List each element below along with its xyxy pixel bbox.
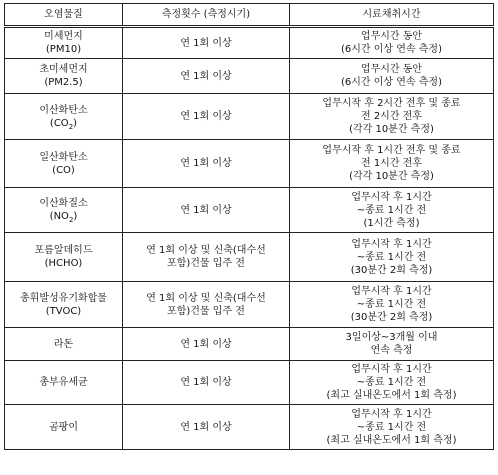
formula-subscript: 2	[68, 216, 74, 224]
cell-frequency	[123, 361, 290, 405]
frequency-line: 연 1회 이상	[180, 37, 232, 49]
sampling-line: (6시간 이상 연속 측정)	[341, 44, 442, 55]
formula-part: (PM10)	[45, 44, 82, 55]
sampling-line: 업무시작 후 1시간	[351, 238, 432, 250]
table-row	[5, 188, 494, 233]
table-row	[5, 94, 494, 140]
cell-pollutant	[5, 361, 123, 405]
pollutant-formula	[7, 76, 120, 89]
sampling-line: (각각 10분간 측정)	[349, 171, 434, 182]
pollutant-name: 일산화탄소	[39, 151, 88, 163]
frequency-line: 연 1회 이상	[180, 421, 232, 433]
sampling-line: 업무시작 후 1시간	[351, 191, 432, 203]
table-body	[5, 27, 494, 450]
sampling-line: ~종료 1시간 전	[356, 251, 427, 263]
formula-part: (PM2.5)	[44, 77, 83, 88]
sampling-line: (30분간 2회 측정)	[350, 264, 433, 276]
formula-part: (TVOC)	[45, 305, 82, 317]
frequency-line: 연 1회 이상	[180, 377, 232, 388]
cell-frequency	[123, 188, 290, 233]
pollutant-name: 총부유세균	[39, 377, 88, 388]
cell-sampling	[290, 27, 494, 59]
cell-pollutant	[5, 233, 123, 282]
sampling-line: (최고 실내온도에서 1회 측정)	[326, 434, 457, 446]
table-row	[5, 140, 494, 188]
sampling-line: 연속 측정	[370, 345, 413, 356]
cell-pollutant	[5, 94, 123, 140]
formula-part: )	[73, 117, 78, 129]
cell-pollutant	[5, 188, 123, 233]
cell-frequency	[123, 94, 290, 140]
pollutant-name: 초미세먼지	[39, 64, 88, 75]
sampling-line: (30분간 2회 측정)	[350, 312, 433, 323]
pollutant-name: 라돈	[53, 338, 74, 350]
pollutant-name: 총휘발성유기화합물	[20, 292, 107, 304]
sampling-line: 3일이상~3개월 이내	[345, 332, 438, 343]
sampling-line: 업무시간 동안	[360, 64, 423, 75]
table-row	[5, 27, 494, 59]
cell-sampling	[290, 361, 494, 405]
sampling-line: 업무시작 후 1시간	[351, 286, 432, 297]
table-row	[5, 405, 494, 450]
frequency-line: 포함)건물 입주 전	[167, 258, 245, 269]
cell-frequency	[123, 282, 290, 328]
frequency-line: 연 1회 이상 및 신축(대수선	[146, 245, 266, 256]
sampling-line: (6시간 이상 연속 측정)	[341, 77, 442, 88]
cell-sampling	[290, 233, 494, 282]
frequency-line: 연 1회 이상	[180, 204, 232, 216]
sampling-line: ~종료 1시간 전	[356, 421, 427, 433]
pollutant-name: 이산화탄소	[39, 104, 88, 116]
sampling-line: 업무시작 후 1시간 전후 및 종료	[322, 145, 461, 156]
cell-pollutant	[5, 282, 123, 328]
cell-frequency	[123, 140, 290, 188]
formula-part: (HCHO)	[44, 258, 83, 269]
frequency-line: 연 1회 이상	[180, 158, 232, 169]
sampling-line: ~종료 1시간 전	[356, 299, 427, 310]
cell-pollutant	[5, 328, 123, 361]
formula-part: (CO)	[52, 164, 75, 176]
cell-sampling	[290, 94, 494, 140]
table-header-row	[5, 4, 494, 27]
pollutant-name: 미세먼지	[44, 31, 83, 42]
pollutant-formula	[7, 257, 120, 270]
sampling-line: (각각 10분간 측정)	[349, 124, 434, 135]
table-row	[5, 233, 494, 282]
indoor-air-measurement-table	[4, 3, 494, 450]
pollutant-name: 포름알데히드	[34, 245, 93, 256]
frequency-line: 연 1회 이상 및 신축(대수선	[146, 292, 266, 304]
header-pollutant: 오염물질	[5, 4, 123, 27]
cell-sampling	[290, 282, 494, 328]
cell-frequency	[123, 233, 290, 282]
sampling-line: 업무시작 후 1시간	[351, 408, 432, 420]
cell-sampling	[290, 59, 494, 94]
sampling-line: 업무시작 후 1시간	[351, 364, 432, 375]
cell-sampling	[290, 405, 494, 450]
table-row	[5, 328, 494, 361]
cell-frequency	[123, 59, 290, 94]
frequency-line: 연 1회 이상	[180, 111, 232, 122]
cell-pollutant	[5, 405, 123, 450]
sampling-line: 업무시작 후 2시간 전후 및 종료	[322, 98, 461, 109]
frequency-line: 연 1회 이상	[180, 70, 232, 82]
header-sampling: 시료채취시간	[290, 4, 494, 27]
sampling-line: (1시간 측정)	[363, 217, 420, 229]
cell-frequency	[123, 27, 290, 59]
cell-frequency	[123, 328, 290, 361]
formula-part: (CO	[49, 117, 69, 129]
pollutant-formula	[7, 210, 120, 223]
sampling-line: (최고 실내온도에서 1회 측정)	[326, 390, 457, 401]
sampling-line: ~종료 1시간 전	[356, 377, 427, 388]
table-row	[5, 59, 494, 94]
pollutant-formula	[7, 43, 120, 56]
pollutant-formula	[7, 117, 120, 130]
sampling-line: 전 1시간 전후	[360, 158, 423, 169]
formula-part: (NO	[49, 211, 69, 222]
table-row	[5, 361, 494, 405]
formula-part: )	[73, 211, 78, 222]
pollutant-name: 이산화질소	[39, 198, 88, 209]
pollutant-formula	[7, 164, 120, 177]
frequency-line: 연 1회 이상	[180, 338, 232, 350]
sampling-line: 업무시간 동안	[360, 31, 423, 42]
measurement-table-container	[4, 3, 493, 450]
cell-sampling	[290, 140, 494, 188]
pollutant-name: 곰팡이	[49, 421, 78, 433]
pollutant-formula	[7, 305, 120, 318]
cell-sampling	[290, 188, 494, 233]
cell-pollutant	[5, 27, 123, 59]
formula-subscript: 2	[68, 122, 74, 131]
table-row	[5, 282, 494, 328]
header-frequency: 측정횟수 (측정시기)	[123, 4, 290, 27]
frequency-line: 포함)건물 입주 전	[167, 305, 245, 317]
cell-pollutant	[5, 140, 123, 188]
cell-pollutant	[5, 59, 123, 94]
cell-frequency	[123, 405, 290, 450]
cell-sampling	[290, 328, 494, 361]
sampling-line: ~종료 1시간 전	[356, 204, 427, 216]
sampling-line: 전 2시간 전후	[360, 111, 423, 122]
